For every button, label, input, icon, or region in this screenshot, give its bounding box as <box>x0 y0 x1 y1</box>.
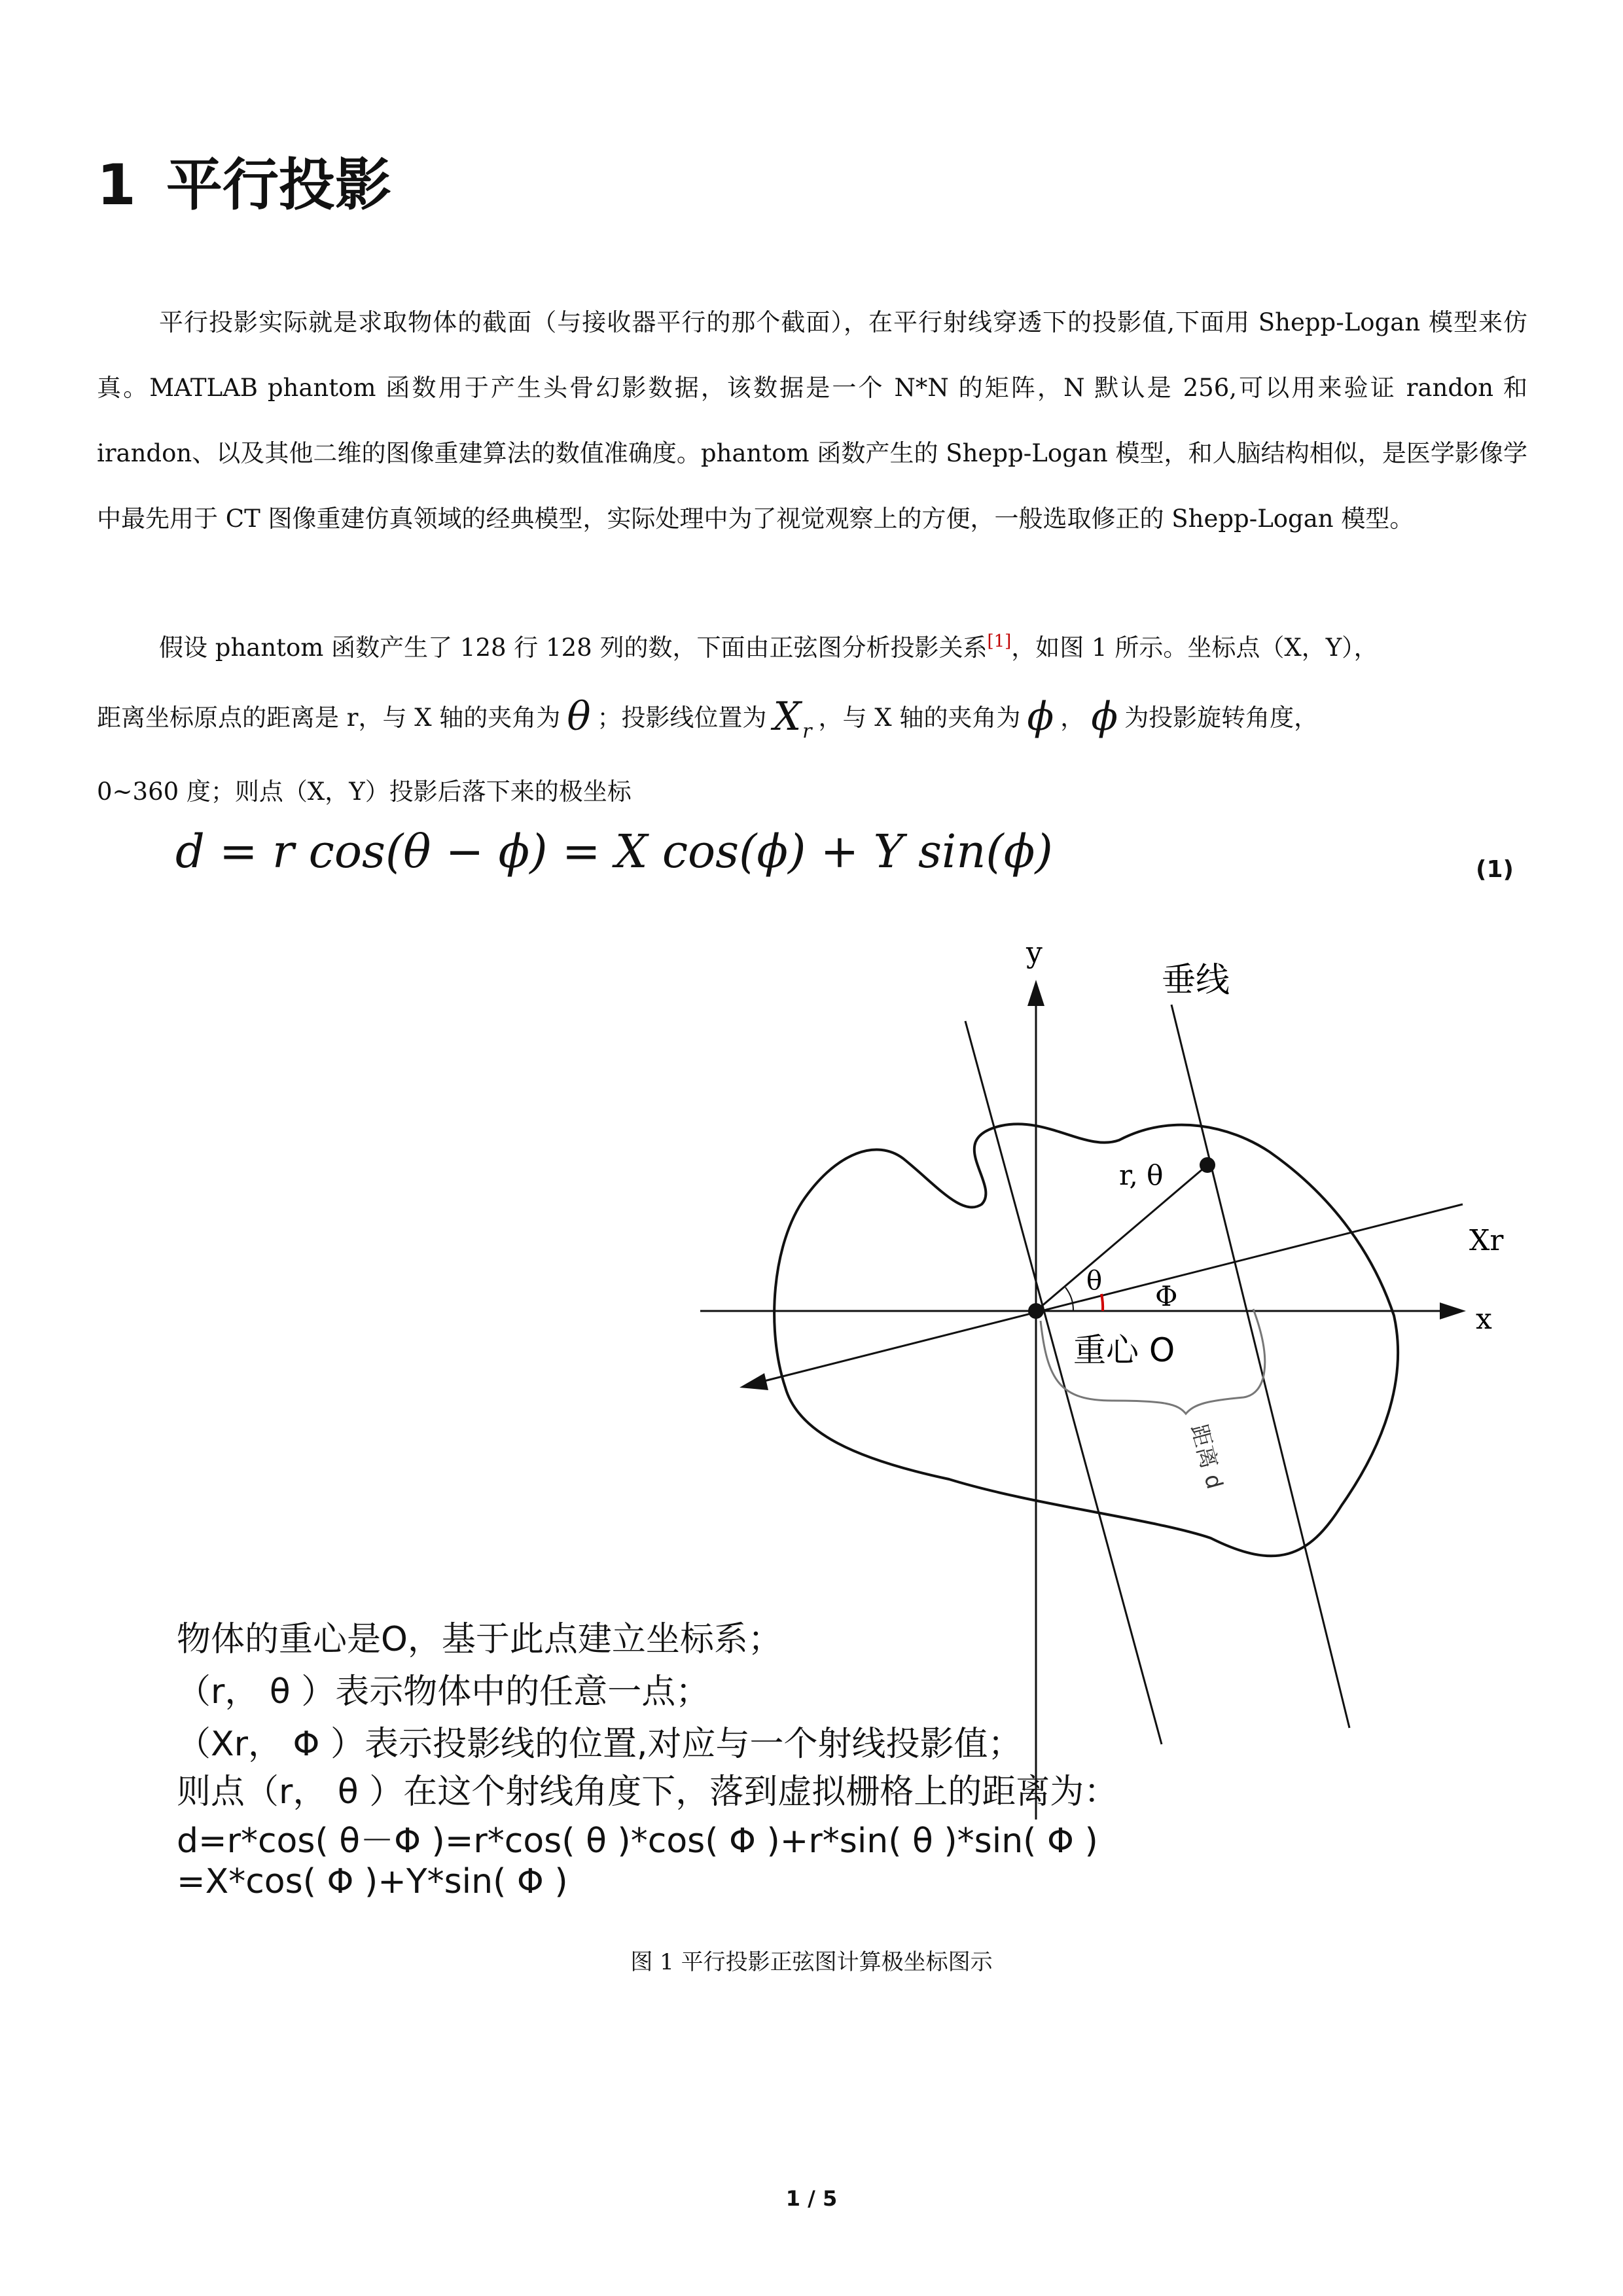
citation-link[interactable]: [1] <box>987 632 1012 651</box>
phi-arc <box>1101 1294 1103 1311</box>
point-marker <box>1200 1157 1215 1173</box>
text-run: ，如图 1 所示。坐标点（X，Y）， <box>1011 634 1378 662</box>
text-run: 距离坐标原点的距离是 r，与 X 轴的夹角为 <box>97 704 561 732</box>
figure-note: 则点（r， θ ）在这个射线角度下，落到虚拟栅格上的距离为： <box>177 1772 1118 1812</box>
theta-symbol: θ <box>567 694 591 740</box>
perpendicular-label: 垂线 <box>1162 961 1230 1000</box>
theta-arc <box>1065 1287 1073 1311</box>
phi-label: Φ <box>1155 1280 1178 1312</box>
figure-note: （r， θ ）表示物体中的任意一点； <box>177 1672 710 1712</box>
figure-caption: 图 1 平行投影正弦图计算极坐标图示 <box>630 1949 993 1975</box>
figure-note: d=r*cos( θ－Φ )=r*cos( θ )*cos( Φ )+r*sin( θ )*sin( Φ ) <box>177 1821 1098 1861</box>
y-axis-label: y <box>1026 936 1043 969</box>
paragraph-intro: 平行投影实际就是求取物体的截面（与接收器平行的那个截面），在平行射线穿透下的投影值,下面用 Shepp-Logan 模型来仿真。MATLAB phantom 函数用于产生头骨幻影数据，该数据是一个 N*N 的矩阵，N 默认是 256,可以用来验证 randon 和 irandon、以及其他二维的图像重建算法的数值准确度。phantom 函数产生的 Shepp-Logan 模型，和人脑结构相似，是医学影像学中最先用于 CT 图像重建仿真领域的经典模型，实际处理中为了视觉观察上的方便，一般选取修正的 Shepp-Logan 模型。 <box>97 308 1527 533</box>
xr-symbol: X <box>773 694 802 740</box>
phi-symbol: ϕ <box>1027 694 1054 740</box>
figure-note: （Xr， Φ ）表示投影线的位置,对应与一个射线投影值； <box>177 1725 1022 1764</box>
paragraph-line: 0~360 度；则点（X，Y）投影后落下来的极坐标 <box>97 778 632 806</box>
perpendicular-line <box>965 1021 1162 1744</box>
figure-note: 物体的重心是O，基于此点建立坐标系； <box>177 1620 782 1659</box>
text-run: ， <box>1060 704 1085 732</box>
phi-symbol: ϕ <box>1091 694 1118 740</box>
text-run: 为投影旋转角度， <box>1124 704 1319 732</box>
xr-subscript: r <box>802 720 812 743</box>
section-title: 平行投影 <box>166 152 391 218</box>
text-run: ；投影线位置为 <box>597 704 767 732</box>
xr-axis-arrow <box>740 1373 768 1390</box>
equation-number: (1) <box>1476 856 1514 883</box>
origin-marker <box>1028 1303 1044 1319</box>
center-label: 重心 O <box>1073 1331 1175 1369</box>
text-run: ，与 X 轴的夹角为 <box>818 704 1021 732</box>
page-number: 1 / 5 <box>785 2186 838 2211</box>
text-run: 假设 phantom 函数产生了 128 行 128 列的数，下面由正弦图分析投影关系 <box>159 634 988 662</box>
x-axis-arrow <box>1440 1302 1466 1319</box>
equation-1: d = r cos(θ − ϕ) = X cos(ϕ) + Y sin(ϕ) <box>175 825 1053 878</box>
x-axis-label: x <box>1476 1302 1492 1336</box>
figure-note: =X*cos( Φ )+Y*sin( Φ ) <box>177 1862 568 1901</box>
y-axis-arrow <box>1027 980 1044 1006</box>
theta-label: θ <box>1086 1266 1103 1296</box>
point-label: r, θ <box>1119 1159 1164 1191</box>
distance-label: 距离 d <box>1185 1421 1228 1492</box>
section-number: 1 <box>97 152 136 218</box>
xr-axis-label: Xr <box>1469 1224 1504 1257</box>
perpendicular-line <box>1171 1005 1349 1728</box>
